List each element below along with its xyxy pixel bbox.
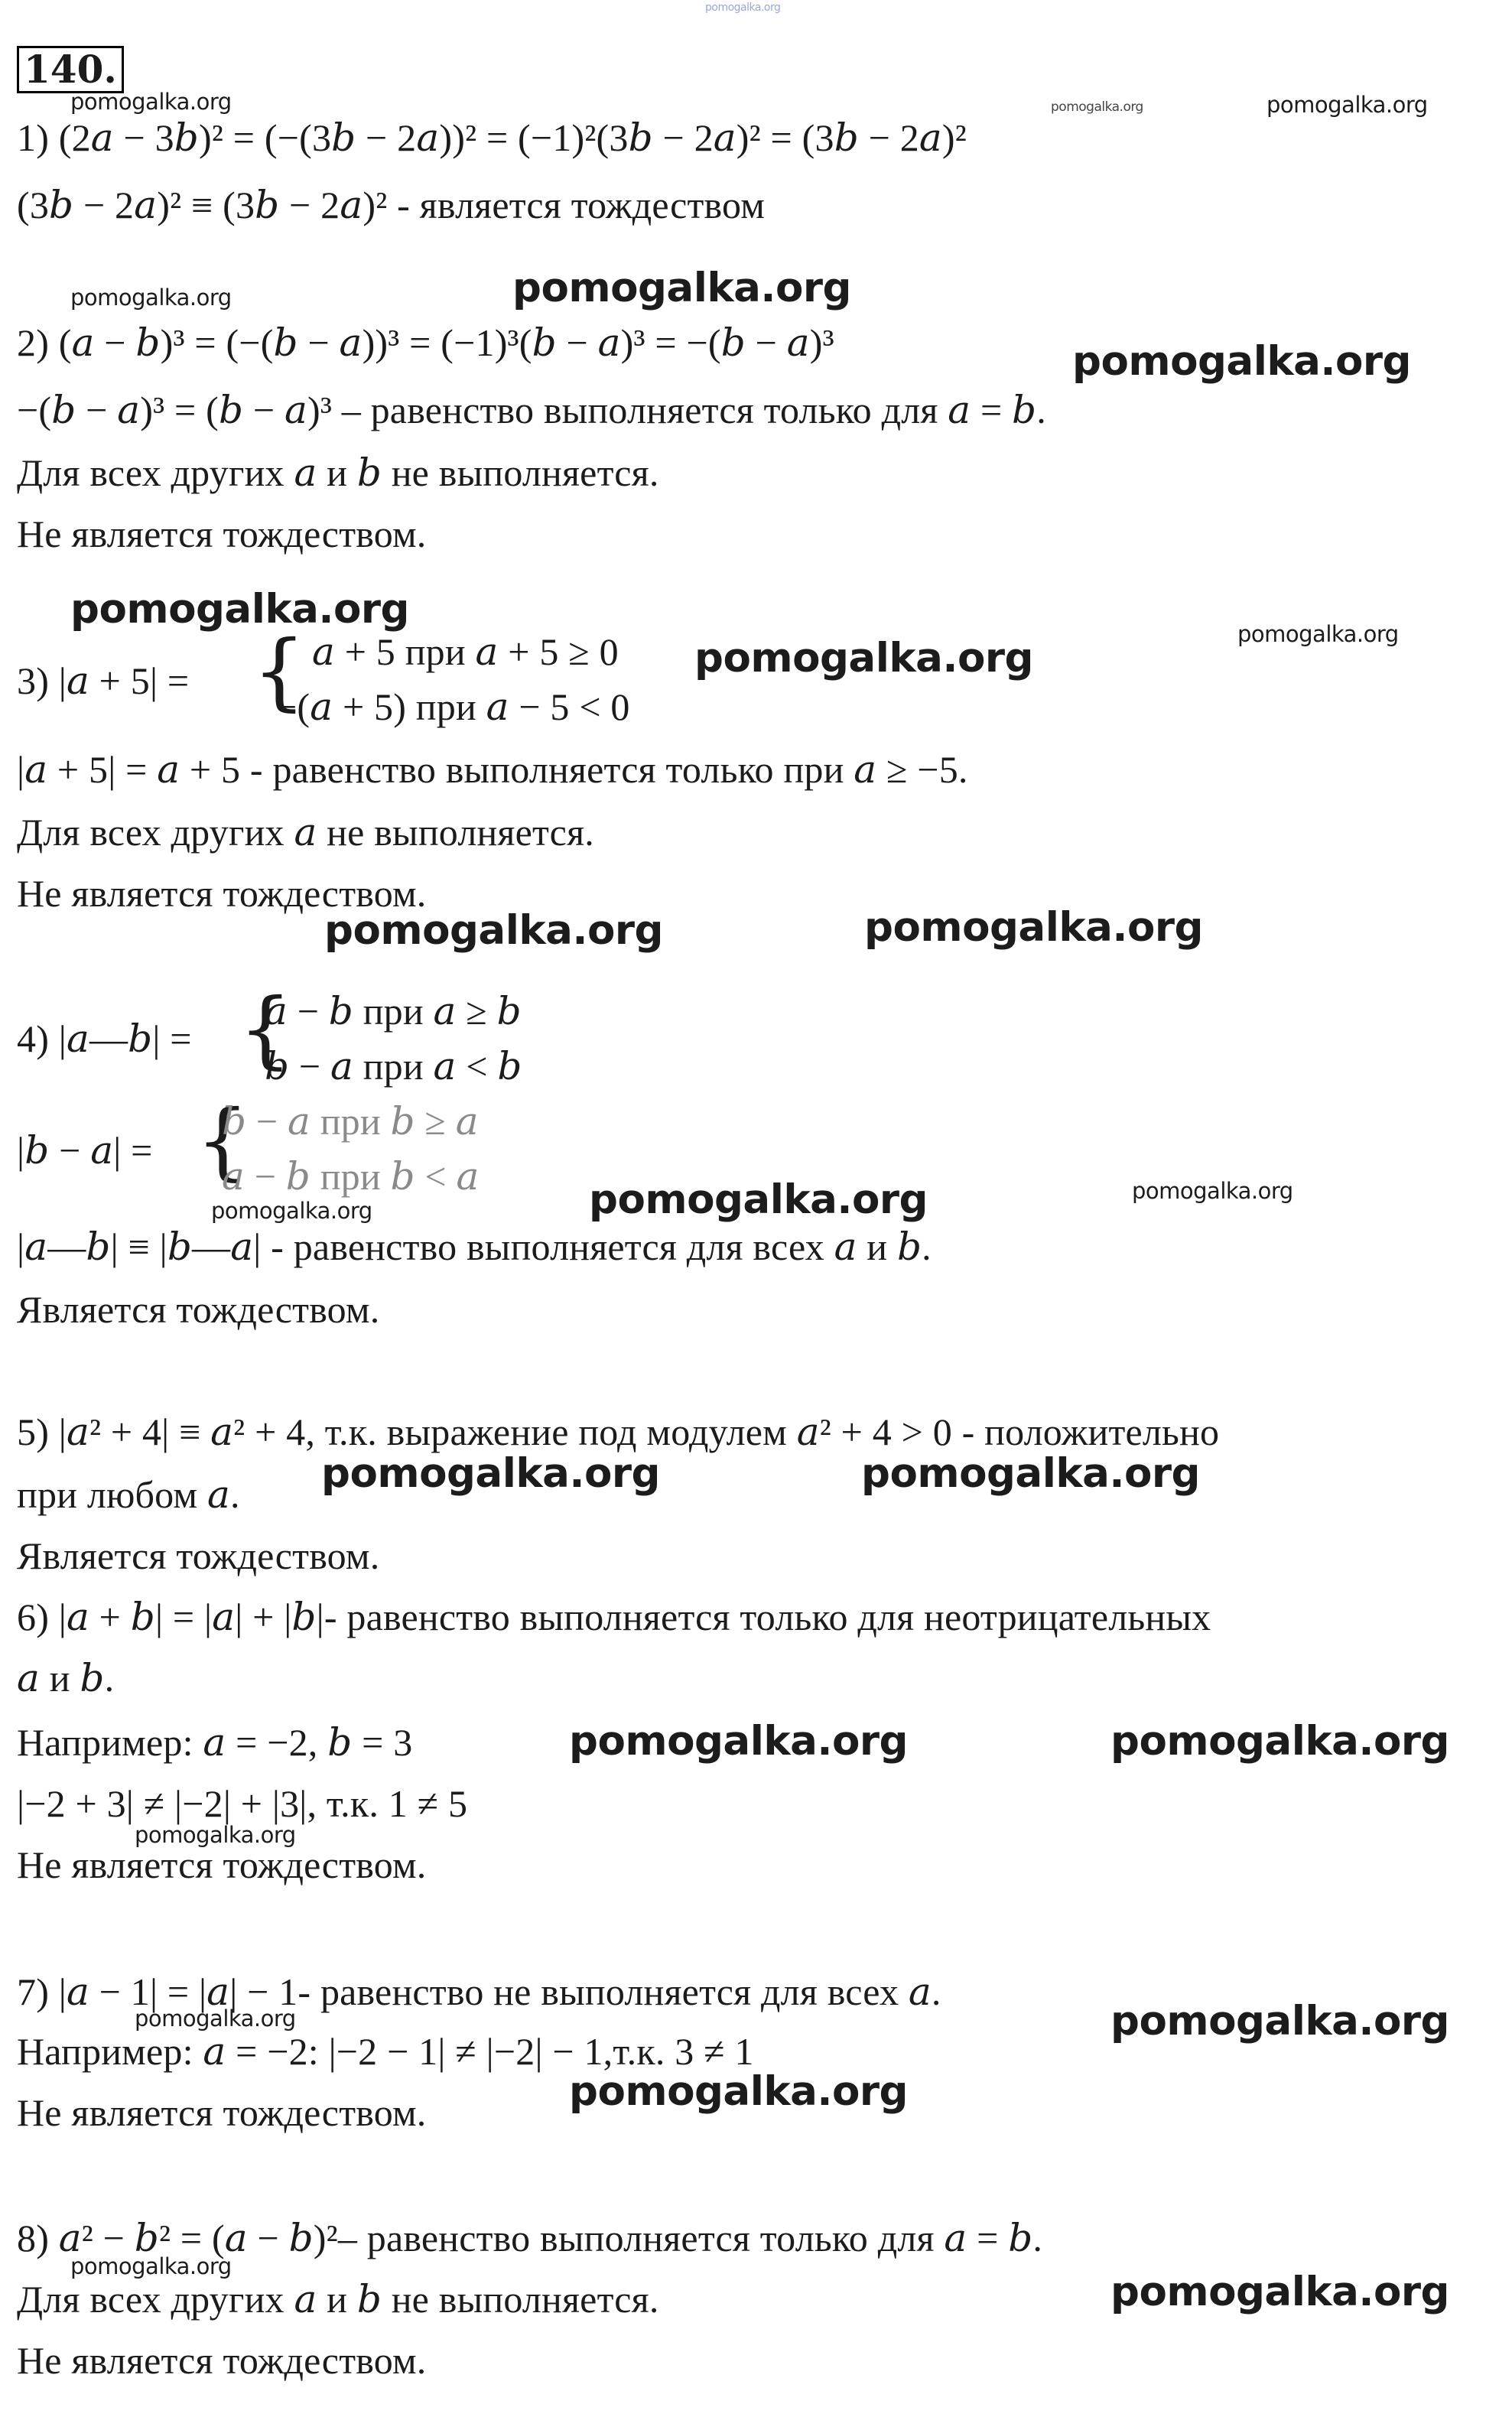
watermark: pomogalka.org <box>569 1718 908 1765</box>
item7-line1: 7) |𝑎 − 1| = |𝑎| − 1- равенство не выполняется для всех 𝑎. <box>17 1970 941 2013</box>
task-number: 140. <box>17 46 124 93</box>
item7-line3: Не является тождеством. <box>17 2091 427 2134</box>
item3-case1: 𝑎 + 5 при 𝑎 + 5 ≥ 0 <box>312 630 619 673</box>
item4-case2b: 𝑎 − 𝑏 при 𝑏 < 𝑎 <box>222 1155 480 1198</box>
watermark: pomogalka.org <box>135 2005 296 2032</box>
item6-line3: Например: 𝑎 = −2, 𝑏 = 3 <box>17 1721 413 1764</box>
item3-line2: |𝑎 + 5| = 𝑎 + 5 - равенство выполняется только при 𝑎 ≥ −5. <box>17 748 968 791</box>
watermark: pomogalka.org <box>1110 2269 1449 2315</box>
item5-line3: Является тождеством. <box>17 1534 380 1577</box>
item4-prefix2: |𝑏 − 𝑎| = <box>17 1129 153 1172</box>
watermark: pomogalka.org <box>70 89 232 115</box>
watermark: pomogalka.org <box>70 2253 232 2279</box>
site-mark-top: pomogalka.org <box>705 2 781 14</box>
watermark: pomogalka.org <box>1051 99 1143 115</box>
item8-line1: 8) 𝑎² − 𝑏² = (𝑎 − 𝑏)²– равенство выполняется только для 𝑎 = 𝑏. <box>17 2217 1043 2259</box>
item8-line3: Не является тождеством. <box>17 2339 427 2382</box>
item3-line4: Не является тождеством. <box>17 872 427 915</box>
watermark: pomogalka.org <box>694 635 1033 682</box>
watermark: pomogalka.org <box>70 285 232 311</box>
watermark: pomogalka.org <box>70 586 409 633</box>
watermark: pomogalka.org <box>135 1822 296 1848</box>
watermark: pomogalka.org <box>589 1176 928 1223</box>
item2-line2: −(𝑏 − 𝑎)³ = (𝑏 − 𝑎)³ – равенство выполняется только для 𝑎 = 𝑏. <box>17 389 1046 431</box>
watermark: pomogalka.org <box>321 1450 660 1497</box>
item3-line3: Для всех других 𝑎 не выполняется. <box>17 811 594 854</box>
item6-line4: |−2 + 3| ≠ |−2| + |3|, т.к. 1 ≠ 5 <box>17 1782 468 1825</box>
item2-line3: Для всех других 𝑎 и 𝑏 не выполняется. <box>17 451 659 494</box>
item4-brace2: { <box>196 1091 249 1189</box>
item3-prefix: 3) |𝑎 + 5| = <box>17 659 190 702</box>
watermark: pomogalka.org <box>1110 1998 1449 2045</box>
item4-line4: Является тождеством. <box>17 1288 380 1331</box>
item1-line2: (3𝑏 − 2𝑎)² ≡ (3𝑏 − 2𝑎)² - является тождеством <box>17 184 766 226</box>
item3-case2: −(𝑎 + 5) при 𝑎 − 5 < 0 <box>275 685 630 728</box>
watermark: pomogalka.org <box>569 2068 908 2115</box>
item2-line4: Не является тождеством. <box>17 512 427 555</box>
watermark: pomogalka.org <box>1132 1178 1293 1204</box>
item6-line2: 𝑎 и 𝑏. <box>17 1657 115 1700</box>
item5-line1: 5) |𝑎² + 4| ≡ 𝑎² + 4, т.к. выражение под модулем 𝑎² + 4 > 0 - положительно <box>17 1410 1220 1453</box>
watermark: pomogalka.org <box>1110 1718 1449 1765</box>
item6-line1: 6) |𝑎 + 𝑏| = |𝑎| + |𝑏|- равенство выполняется только для неотрицательных <box>17 1596 1211 1638</box>
watermark: pomogalka.org <box>1267 92 1428 118</box>
watermark: pomogalka.org <box>861 1450 1200 1497</box>
watermark: pomogalka.org <box>324 907 663 954</box>
watermark: pomogalka.org <box>1072 338 1411 385</box>
item2-line1: 2) (𝑎 − 𝑏)³ = (−(𝑏 − 𝑎))³ = (−1)³(𝑏 − 𝑎)³ = −(𝑏 − 𝑎)³ <box>17 321 834 364</box>
item4-case1a: 𝑎 − 𝑏 при 𝑎 ≥ 𝑏 <box>265 990 522 1033</box>
item1-line1: 1) (2𝑎 − 3𝑏)² = (−(3𝑏 − 2𝑎))² = (−1)²(3𝑏 − 2𝑎)² = (3𝑏 − 2𝑎)² <box>17 116 967 159</box>
watermark: pomogalka.org <box>211 1198 372 1224</box>
item7-line2: Например: 𝑎 = −2: |−2 − 1| ≠ |−2| − 1,т.к. 3 ≠ 1 <box>17 2030 754 2073</box>
item4-prefix1: 4) |𝑎—𝑏| = <box>17 1017 192 1060</box>
item3-brace: { <box>252 622 306 720</box>
watermark: pomogalka.org <box>1237 621 1399 647</box>
watermark: pomogalka.org <box>512 265 851 311</box>
item4-case2a: 𝑏 − 𝑎 при 𝑏 ≥ 𝑎 <box>222 1100 479 1143</box>
watermark: pomogalka.org <box>864 904 1203 951</box>
item4-brace1: { <box>239 980 292 1078</box>
item4-case1b: 𝑏 − 𝑎 при 𝑎 < 𝑏 <box>265 1045 522 1088</box>
item8-line2: Для всех других 𝑎 и 𝑏 не выполняется. <box>17 2278 659 2321</box>
item5-line2: при любом 𝑎. <box>17 1473 240 1516</box>
item4-line3: |𝑎—𝑏| ≡ |𝑏—𝑎| - равенство выполняется для всех 𝑎 и 𝑏. <box>17 1225 932 1268</box>
item6-line5: Не является тождеством. <box>17 1843 427 1886</box>
